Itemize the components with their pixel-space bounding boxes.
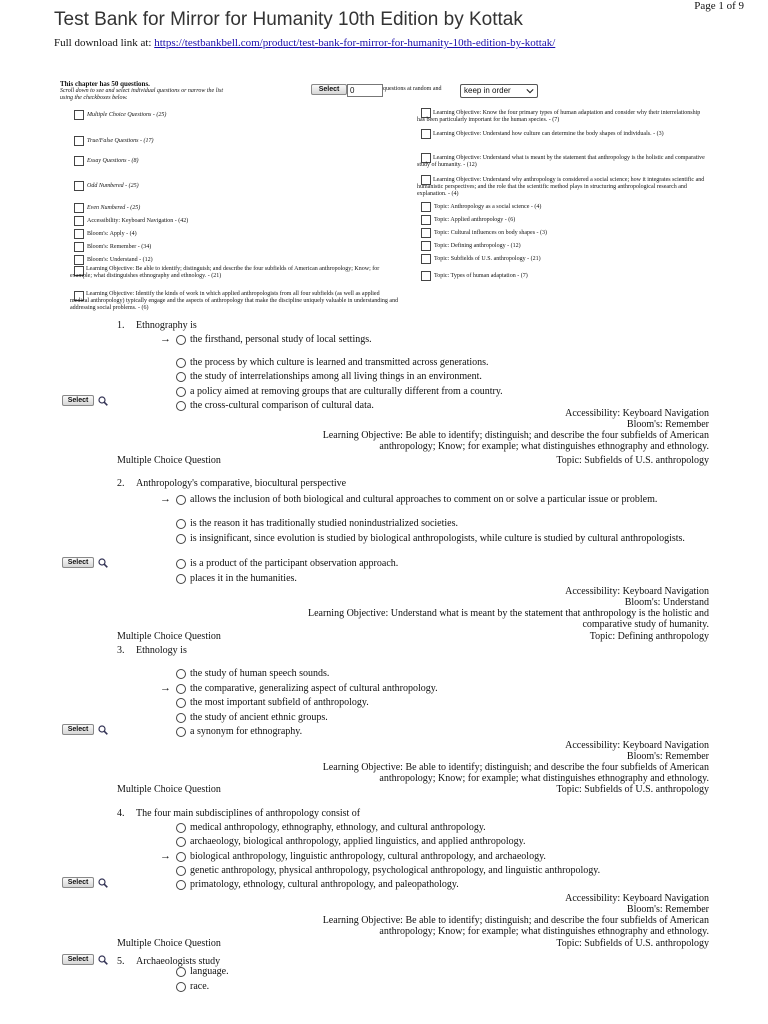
metadata-line: Accessibility: Keyboard Navigation <box>565 740 709 751</box>
filter-label: Topic: Subfields of U.S. anthropology - (21) <box>434 256 541 262</box>
metadata-line: Accessibility: Keyboard Navigation <box>565 893 709 904</box>
answer-radio[interactable] <box>176 669 186 679</box>
answer-option: the firsthand, personal study of local settings. <box>190 334 372 345</box>
filter-checkbox[interactable] <box>74 136 84 146</box>
question-select-button[interactable]: Select <box>62 724 94 735</box>
filter-checkbox[interactable] <box>421 241 431 251</box>
random-label: questions at random and <box>383 86 442 92</box>
answer-radio[interactable] <box>176 982 186 992</box>
answer-radio[interactable] <box>176 727 186 737</box>
question-select-button[interactable]: Select <box>62 877 94 888</box>
question-topic: Topic: Subfields of U.S. anthropology <box>556 784 709 795</box>
filter-checkbox[interactable] <box>421 215 431 225</box>
answer-option: the study of interrelationships among all living things in an environment. <box>190 371 482 382</box>
metadata-line: anthropology; Know; for example; what distinguishes ethnography and ethnology. <box>379 773 709 784</box>
metadata-line: Bloom's: Remember <box>626 751 709 762</box>
answer-option: allows the inclusion of both biological and cultural approaches to comment on or solve a particular issue or problem. <box>190 494 658 505</box>
question-stem: The four main subdisciplines of anthropology consist of <box>136 808 361 819</box>
question-stem: Ethnology is <box>136 645 187 656</box>
answer-option: a policy aimed at removing groups that are culturally different from a country. <box>190 386 503 397</box>
answer-option: the cross-cultural comparison of cultural data. <box>190 400 374 411</box>
question-metadata <box>323 893 709 937</box>
answer-radio[interactable] <box>176 358 186 368</box>
correct-arrow-icon: → <box>160 493 171 505</box>
magnifier-icon[interactable] <box>98 558 108 568</box>
metadata-line: Learning Objective: Understand what is meant by the statement that anthropology is the holistic and <box>307 608 709 619</box>
filter-label: Learning Objective: Be able to identify; distinguish; and describe the four subfields of American anthropology; Know; for example; what distinguishes ethnography and ethnology. - (21) <box>70 266 380 279</box>
question-number: 5. <box>117 956 125 967</box>
correct-arrow-icon: → <box>160 850 171 862</box>
filter-label: Learning Objective: Understand what is meant by the statement that anthropology is the holistic and comparative study of humanity. - (12) <box>417 155 705 168</box>
magnifier-icon[interactable] <box>98 955 108 965</box>
answer-radio[interactable] <box>176 713 186 723</box>
correct-arrow-icon: → <box>160 682 171 694</box>
answer-option: is a product of the participant observation approach. <box>190 558 399 569</box>
answer-radio[interactable] <box>176 698 186 708</box>
filter-checkbox[interactable] <box>74 255 84 265</box>
filter-label: Bloom's: Apply - (4) <box>87 231 137 237</box>
filter-checkbox[interactable] <box>74 203 84 213</box>
answer-option: places it in the humanities. <box>190 573 297 584</box>
correct-arrow-icon: → <box>160 333 171 345</box>
filter-checkbox[interactable] <box>74 156 84 166</box>
order-select[interactable] <box>460 84 538 98</box>
filter-label: Learning Objective: Know the four primary types of human adaptation and consider why their interrelationship has been particularly important for the human species. - (7) <box>417 110 701 123</box>
filter-checkbox[interactable] <box>74 110 84 120</box>
filter-checkbox[interactable] <box>74 242 84 252</box>
filter-label: Multiple Choice Questions - (25) <box>87 112 167 118</box>
filter-label: Topic: Cultural influences on body shapes - (3) <box>434 230 548 236</box>
answer-radio[interactable] <box>176 684 186 694</box>
selector-hint: Scroll down to see and select individual questions or narrow the list using the checkboxes below. <box>60 88 224 101</box>
magnifier-icon[interactable] <box>98 725 108 735</box>
chapter-info: This chapter has 50 questions. <box>60 80 150 88</box>
answer-radio[interactable] <box>176 852 186 862</box>
filter-label: Topic: Types of human adaptation - (7) <box>434 273 528 279</box>
answer-radio[interactable] <box>176 534 186 544</box>
question-number: 2. <box>117 478 125 489</box>
answer-option: language. <box>190 966 229 977</box>
filter-checkbox[interactable] <box>421 254 431 264</box>
answer-option: genetic anthropology, physical anthropology, psychological anthropology, and linguistic anthropology. <box>190 865 601 876</box>
filter-checkbox[interactable] <box>421 271 431 281</box>
question-stem: Ethnography is <box>136 320 197 331</box>
answer-radio[interactable] <box>176 823 186 833</box>
document-title: Test Bank for Mirror for Humanity 10th Edition by Kottak <box>54 9 523 30</box>
answer-option: medical anthropology, ethnography, ethnology, and cultural anthropology. <box>190 822 486 833</box>
metadata-line: Learning Objective: Be able to identify; distinguish; and describe the four subfields of American <box>322 762 709 773</box>
answer-option: is insignificant, since evolution is studied by biological anthropologists, while culture is studied by cultural anthropologists. <box>190 533 685 544</box>
filter-label: Learning Objective: Understand how culture can determine the body shapes of individuals. - (3) <box>433 131 664 137</box>
filter-label: Bloom's: Remember - (34) <box>87 244 152 250</box>
page-number: Page 1 of 9 <box>694 0 744 12</box>
answer-option: race. <box>190 981 210 992</box>
filter-label: Bloom's: Understand - (12) <box>87 257 153 263</box>
question-select-button[interactable]: Select <box>62 954 94 965</box>
filter-checkbox[interactable] <box>74 181 84 191</box>
filter-checkbox[interactable] <box>74 216 84 226</box>
filter-label: Essay Questions - (8) <box>87 158 139 164</box>
filter-label: Even Numbered - (25) <box>87 205 141 211</box>
filter-label: Learning Objective: Identify the kinds of work in which applied anthropologists from all four subfields (as well as applied medical anthropology) typically engage and the aspects of anthropology that make the discipline uniquely valuable in understanding and addressing social problems. - (6) <box>70 291 399 311</box>
answer-radio[interactable] <box>176 574 186 584</box>
filter-label: Odd Numbered - (25) <box>87 183 139 189</box>
answer-option: a synonym for ethnography. <box>190 726 303 737</box>
filter-checkbox[interactable] <box>74 229 84 239</box>
question-number: 4. <box>117 808 125 819</box>
answer-radio[interactable] <box>176 880 186 890</box>
metadata-line: Learning Objective: Be able to identify; distinguish; and describe the four subfields of American <box>322 915 709 926</box>
answer-option: primatology, ethnology, cultural anthropology, and paleopathology. <box>190 879 459 890</box>
answer-option: the study of human speech sounds. <box>190 668 330 679</box>
magnifier-icon[interactable] <box>98 878 108 888</box>
question-metadata <box>323 408 709 452</box>
answer-radio[interactable] <box>176 967 186 977</box>
question-metadata <box>323 740 709 784</box>
metadata-line: Bloom's: Remember <box>626 904 709 915</box>
download-link[interactable]: https://testbankbell.com/product/test-bank-for-mirror-for-humanity-10th-edition-by-kottak/ <box>154 37 556 49</box>
metadata-line: Accessibility: Keyboard Navigation <box>565 408 709 419</box>
metadata-line: anthropology; Know; for example; what distinguishes ethnography and ethnology. <box>379 441 709 452</box>
question-number: 3. <box>117 645 125 656</box>
answer-radio[interactable] <box>176 335 186 345</box>
filter-label: True/False Questions - (17) <box>87 138 154 144</box>
answer-radio[interactable] <box>176 837 186 847</box>
answer-radio[interactable] <box>176 866 186 876</box>
answer-option: the comparative, generalizing aspect of cultural anthropology. <box>190 683 438 694</box>
question-metadata <box>308 586 709 630</box>
metadata-line: comparative study of humanity. <box>582 619 709 630</box>
answer-option: the most important subfield of anthropology. <box>190 697 369 708</box>
filter-checkbox[interactable] <box>421 228 431 238</box>
question-stem: Anthropology's comparative, biocultural perspective <box>136 478 347 489</box>
order-select-value: keep in order <box>464 86 511 95</box>
answer-radio[interactable] <box>176 401 186 411</box>
answer-radio[interactable] <box>176 387 186 397</box>
answer-option: the study of ancient ethnic groups. <box>190 712 328 723</box>
question-stem: Archaeologists study <box>136 956 221 967</box>
question-select-button[interactable]: Select <box>62 557 94 568</box>
answer-option: is the reason it has traditionally studied nonindustrialized societies. <box>190 518 458 529</box>
question-topic: Topic: Defining anthropology <box>589 631 709 642</box>
metadata-line: Bloom's: Remember <box>626 419 709 430</box>
question-select-button[interactable]: Select <box>62 395 94 406</box>
question-topic: Topic: Subfields of U.S. anthropology <box>556 938 709 949</box>
answer-option: biological anthropology, linguistic anthropology, cultural anthropology, and archaeology. <box>190 851 546 862</box>
question-type: Multiple Choice Question <box>117 784 221 795</box>
answer-radio[interactable] <box>176 559 186 569</box>
question-topic: Topic: Subfields of U.S. anthropology <box>556 455 709 466</box>
answer-radio[interactable] <box>176 372 186 382</box>
question-count-input[interactable]: 0 <box>347 84 383 97</box>
question-type: Multiple Choice Question <box>117 631 221 642</box>
download-line <box>54 37 555 49</box>
filter-label: Topic: Applied anthropology - (6) <box>434 217 516 223</box>
filter-label: Learning Objective: Understand why anthropology is considered a social science; how it integrates scientific and humanistic perspectives; and the role that the scientific method plays in structuring anthropological research and explanation. - (4) <box>417 177 705 197</box>
filter-label: Accessibility: Keyboard Navigation - (42) <box>87 218 189 224</box>
answer-option: the process by which culture is learned and transmitted across generations. <box>190 357 489 368</box>
filter-checkbox[interactable] <box>421 202 431 212</box>
question-type: Multiple Choice Question <box>117 455 221 466</box>
answer-radio[interactable] <box>176 495 186 505</box>
metadata-line: anthropology; Know; for example; what distinguishes ethnography and ethnology. <box>379 926 709 937</box>
chevron-down-icon <box>526 87 534 95</box>
metadata-line: Accessibility: Keyboard Navigation <box>565 586 709 597</box>
metadata-line: Bloom's: Understand <box>624 597 709 608</box>
answer-option: archaeology, biological anthropology, applied linguistics, and applied anthropology. <box>190 836 526 847</box>
download-prefix: Full download link at: <box>54 37 155 49</box>
question-type: Multiple Choice Question <box>117 938 221 949</box>
filter-label: Topic: Anthropology as a social science - (4) <box>434 204 542 210</box>
metadata-line: Learning Objective: Be able to identify; distinguish; and describe the four subfields of American <box>322 430 709 441</box>
filter-label: Topic: Defining anthropology - (12) <box>434 243 521 249</box>
magnifier-icon[interactable] <box>98 396 108 406</box>
question-number: 1. <box>117 320 125 331</box>
random-select-button[interactable]: Select <box>311 84 347 95</box>
answer-radio[interactable] <box>176 519 186 529</box>
